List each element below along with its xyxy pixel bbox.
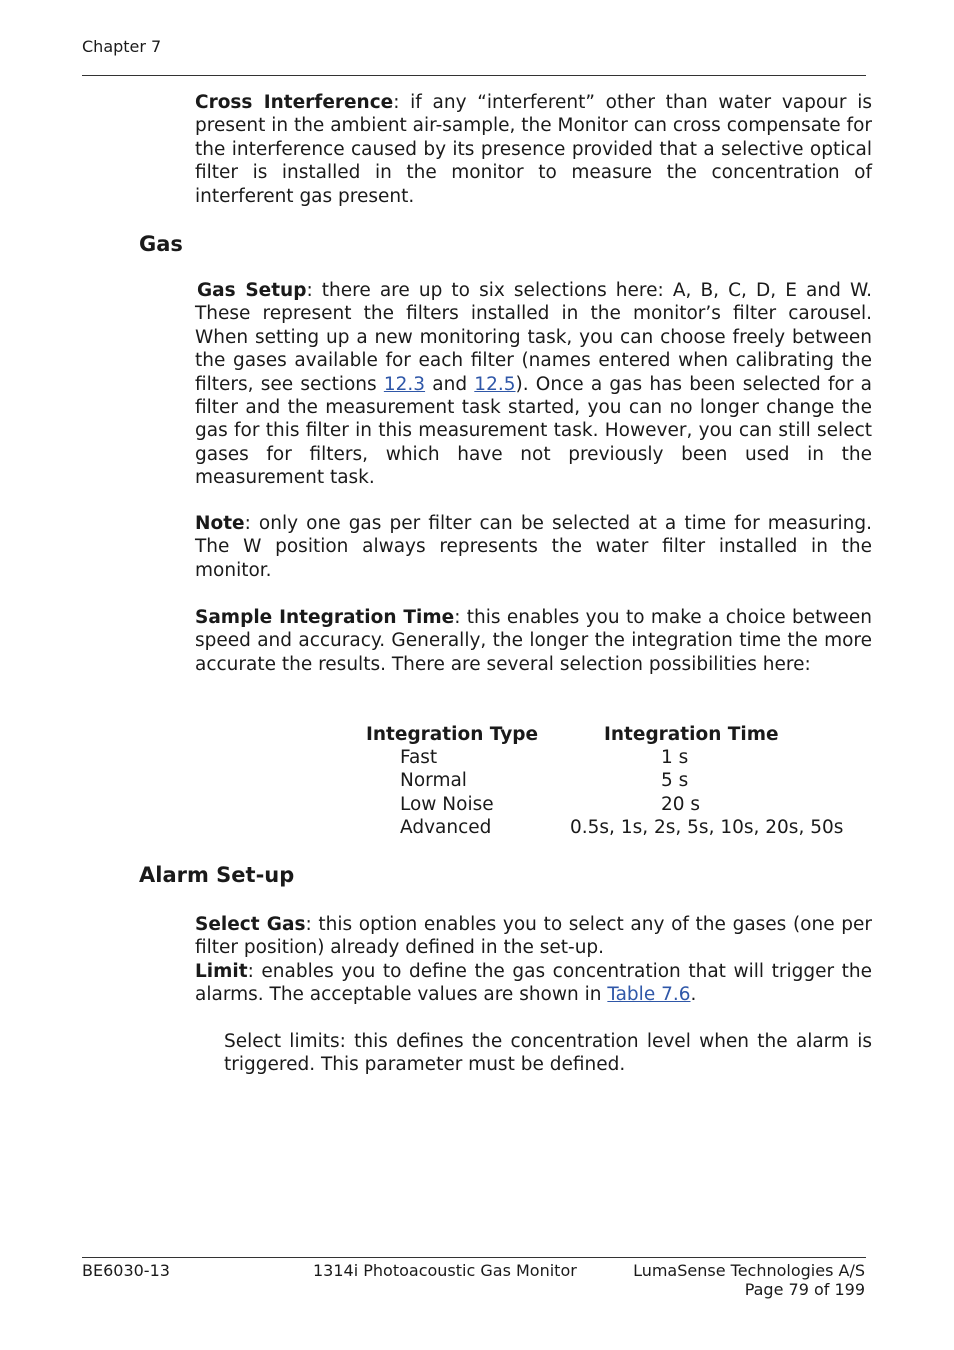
table-cell-type: Fast [400,747,438,768]
table-cell-type: Low Noise [400,794,494,815]
limit-paragraph [195,960,872,1007]
table-cell-time: 5 s [661,770,689,791]
gas-setup-text-a: : there are up to six selections here: A, B, C, D, E and W. These represent the filters installed in the monitor’s filter carousel. When setting up a new monitoring task, you can choose freely between the gases available for each filter (names entered when calibrating the filters, see sections [195,280,872,395]
select-gas-paragraph [195,913,872,960]
select-gas-term: Select Gas [195,914,306,935]
footer-company: LumaSense Technologies A/S [633,1261,865,1280]
table-cell-time: 1 s [661,747,689,768]
limit-term: Limit [195,961,248,982]
note-term: Note [195,513,245,534]
header-rule [82,75,866,76]
section-12-3-link[interactable]: 12.3 [383,373,426,395]
section-12-5-link[interactable]: 12.5 [474,373,516,395]
select-gas-text: : this option enables you to select any of the gases (one per filter position) already defined in the set-up. [195,914,872,959]
alarm-setup-heading: Alarm Set-up [139,863,295,887]
table-cell-time: 20 s [661,794,701,815]
table-header-type: Integration Type [366,724,539,745]
gas-setup-term: Gas Setup [197,280,307,301]
footer-doc-id: BE6030-13 [82,1261,170,1280]
sample-integration-paragraph [195,606,872,676]
gas-setup-and: and [425,373,475,395]
sample-integration-term: Sample Integration Time [195,607,455,628]
select-limits-paragraph: Select limits: this defines the concentration level when the alarm is triggered. This parameter must be defined. [224,1031,872,1076]
gas-setup-text-b: ). Once a gas has been selected for a filter and the measurement task started, you can no longer change the gas for this filter in this measurement task. However, you can still select gases for filters, which have not previously been used in the measurement task. [195,373,872,489]
cross-interference-term: Cross Interference [195,92,394,113]
table-cell-type: Normal [400,770,467,791]
table-cell-type: Advanced [400,817,492,838]
sample-integration-text: : this enables you to make a choice between speed and accuracy. Generally, the longer the integration time the more accurate the results. There are several selection possibilities here: [195,607,872,675]
chapter-header: Chapter 7 [82,37,162,56]
cross-interference-text: : if any “interferent” other than water vapour is present in the ambient air-sample, the Monitor can cross compensate for the interference caused by its presence provided that a selective optical filter is installed in the monitor to measure the concentration of interferent gas present. [195,92,872,207]
gas-heading: Gas [139,232,183,256]
table-7-6-link[interactable]: Table 7.6 [607,984,691,1006]
cross-interference-paragraph [195,91,872,208]
note-text: : only one gas per filter can be selected at a time for measuring. The W position always represents the water filter installed in the monitor. [195,513,872,581]
table-header-time: Integration Time [604,724,779,745]
footer-rule [82,1257,866,1258]
note-paragraph [195,512,872,582]
footer-product: 1314i Photoacoustic Gas Monitor [313,1261,577,1280]
limit-end: . [690,984,697,1006]
limit-text: : enables you to define the gas concentration that will trigger the alarms. The acceptable values are shown in [195,961,872,1006]
gas-setup-paragraph [195,279,872,490]
footer-page-number: Page 79 of 199 [744,1280,865,1299]
table-cell-time: 0.5s, 1s, 2s, 5s, 10s, 20s, 50s [570,817,844,838]
